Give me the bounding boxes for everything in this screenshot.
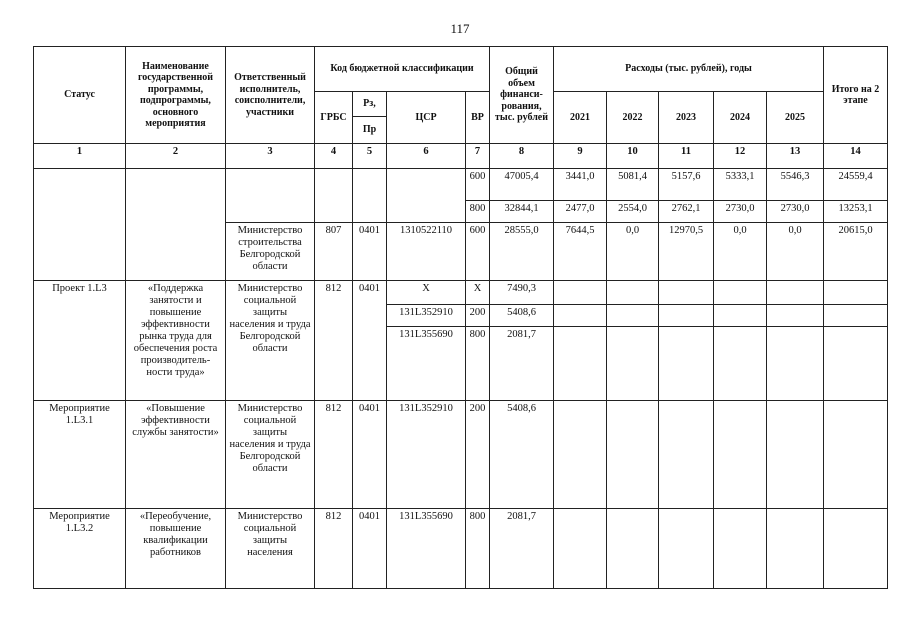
year-2024-cell	[714, 281, 767, 305]
itog-cell	[824, 509, 888, 589]
header-status: Статус	[34, 47, 126, 144]
header-executor: Ответственный исполнитель, соисполнители, участники	[226, 47, 315, 144]
year-2021-cell	[554, 305, 607, 327]
itog-cell: 13253,1	[824, 201, 888, 223]
vr-cell: 200	[466, 305, 490, 327]
total-cell: 5408,6	[490, 401, 554, 509]
csr-cell: 1310522110	[387, 223, 466, 281]
year-2023-cell	[659, 305, 714, 327]
year-2024-cell: 2730,0	[714, 201, 767, 223]
col-index: 1	[34, 144, 126, 169]
csr-cell: 131L352910	[387, 305, 466, 327]
year-2025-cell: 2730,0	[767, 201, 824, 223]
itog-cell	[824, 281, 888, 305]
header-rz: Рз,	[353, 92, 387, 117]
header-year-2024: 2024	[714, 92, 767, 144]
total-cell: 7490,3	[490, 281, 554, 305]
year-2023-cell	[659, 509, 714, 589]
grbs-cell	[315, 169, 353, 223]
year-2025-cell	[767, 281, 824, 305]
grbs-cell: 812	[315, 401, 353, 509]
name-cell: «Переобучение, повышение квалификации работников	[126, 509, 226, 589]
grbs-cell: 812	[315, 509, 353, 589]
executor-cell	[226, 169, 315, 223]
total-cell: 2081,7	[490, 509, 554, 589]
year-2025-cell	[767, 401, 824, 509]
col-index: 6	[387, 144, 466, 169]
col-index: 14	[824, 144, 888, 169]
header-csr: ЦСР	[387, 92, 466, 144]
itog-cell: 20615,0	[824, 223, 888, 281]
header-name: Наименование государственной программы, подпрограммы, основного мероприятия	[126, 47, 226, 144]
page-number: 117	[450, 21, 470, 36]
year-2021-cell	[554, 327, 607, 401]
year-2021-cell	[554, 509, 607, 589]
rzpr-cell: 0401	[353, 281, 387, 401]
year-2022-cell: 5081,4	[607, 169, 659, 201]
col-index: 11	[659, 144, 714, 169]
vr-cell: 800	[466, 509, 490, 589]
itog-cell: 24559,4	[824, 169, 888, 201]
year-2022-cell: 2554,0	[607, 201, 659, 223]
year-2022-cell: 0,0	[607, 223, 659, 281]
year-2022-cell	[607, 509, 659, 589]
year-2025-cell: 5546,3	[767, 169, 824, 201]
year-2024-cell	[714, 305, 767, 327]
col-index: 5	[353, 144, 387, 169]
grbs-cell: 812	[315, 281, 353, 401]
table-row	[34, 281, 888, 305]
total-cell: 32844,1	[490, 201, 554, 223]
table-row	[34, 509, 888, 589]
year-2023-cell	[659, 327, 714, 401]
year-2022-cell	[607, 305, 659, 327]
year-2024-cell	[714, 401, 767, 509]
year-2024-cell	[714, 327, 767, 401]
itog-cell	[824, 401, 888, 509]
vr-cell: 800	[466, 201, 490, 223]
executor-cell: Министерство социальной защиты населения	[226, 509, 315, 589]
col-index: 13	[767, 144, 824, 169]
csr-cell: X	[387, 281, 466, 305]
year-2023-cell: 5157,6	[659, 169, 714, 201]
total-cell: 28555,0	[490, 223, 554, 281]
itog-cell	[824, 327, 888, 401]
year-2021-cell: 3441,0	[554, 169, 607, 201]
header-year-2023: 2023	[659, 92, 714, 144]
rzpr-cell	[353, 169, 387, 223]
year-2023-cell: 12970,5	[659, 223, 714, 281]
col-index: 12	[714, 144, 767, 169]
header-year-2021: 2021	[554, 92, 607, 144]
vr-cell: 600	[466, 223, 490, 281]
name-cell	[126, 169, 226, 281]
vr-cell: 200	[466, 401, 490, 509]
header-grbs: ГРБС	[315, 92, 353, 144]
year-2024-cell: 0,0	[714, 223, 767, 281]
csr-cell	[387, 169, 466, 223]
year-2023-cell	[659, 401, 714, 509]
rzpr-cell: 0401	[353, 509, 387, 589]
itog-cell	[824, 305, 888, 327]
year-2023-cell	[659, 281, 714, 305]
status-cell: Мероприятие 1.L3.1	[34, 401, 126, 509]
year-2022-cell	[607, 327, 659, 401]
total-cell: 47005,4	[490, 169, 554, 201]
status-cell	[34, 169, 126, 281]
col-index: 10	[607, 144, 659, 169]
vr-cell: X	[466, 281, 490, 305]
year-2021-cell	[554, 401, 607, 509]
year-2023-cell: 2762,1	[659, 201, 714, 223]
executor-cell: Министерство строительства Белгородской области	[226, 223, 315, 281]
year-2025-cell	[767, 327, 824, 401]
executor-cell: Министерство социальной защиты населения и труда Белгородской области	[226, 401, 315, 509]
year-2025-cell: 0,0	[767, 223, 824, 281]
executor-cell: Министерство социальной защиты населения и труда Белгородской области	[226, 281, 315, 401]
header-pr: Пр	[353, 117, 387, 144]
rzpr-cell: 0401	[353, 223, 387, 281]
year-2025-cell	[767, 305, 824, 327]
table-row	[34, 169, 888, 201]
header-total: Общий объем финанси-рования, тыс. рублей	[490, 47, 554, 144]
year-2025-cell	[767, 509, 824, 589]
grbs-cell: 807	[315, 223, 353, 281]
total-cell: 5408,6	[490, 305, 554, 327]
header-itog: Итого на 2 этапе	[824, 47, 888, 144]
year-2022-cell	[607, 281, 659, 305]
rzpr-cell: 0401	[353, 401, 387, 509]
header-year-2025: 2025	[767, 92, 824, 144]
year-2021-cell: 2477,0	[554, 201, 607, 223]
csr-cell: 131L355690	[387, 327, 466, 401]
col-index: 4	[315, 144, 353, 169]
budget-table	[33, 46, 888, 589]
col-index: 2	[126, 144, 226, 169]
csr-cell: 131L352910	[387, 401, 466, 509]
year-2021-cell: 7644,5	[554, 223, 607, 281]
col-index: 7	[466, 144, 490, 169]
total-cell: 2081,7	[490, 327, 554, 401]
table-row	[34, 401, 888, 509]
status-cell: Мероприятие 1.L3.2	[34, 509, 126, 589]
name-cell: «Поддержка занятости и повышение эффективности рынка труда для обеспечения роста производитель-ности труда»	[126, 281, 226, 401]
column-index-row	[34, 144, 888, 169]
csr-cell: 131L355690	[387, 509, 466, 589]
header-vr: ВР	[466, 92, 490, 144]
year-2022-cell	[607, 401, 659, 509]
col-index: 8	[490, 144, 554, 169]
year-2024-cell: 5333,1	[714, 169, 767, 201]
year-2024-cell	[714, 509, 767, 589]
header-year-2022: 2022	[607, 92, 659, 144]
vr-cell: 800	[466, 327, 490, 401]
header-expenses: Расходы (тыс. рублей), годы	[554, 47, 824, 92]
status-cell: Проект 1.L3	[34, 281, 126, 401]
col-index: 9	[554, 144, 607, 169]
name-cell: «Повышение эффективности службы занятости»	[126, 401, 226, 509]
col-index: 3	[226, 144, 315, 169]
header-budget-code: Код бюджетной классификации	[315, 47, 490, 92]
year-2021-cell	[554, 281, 607, 305]
vr-cell: 600	[466, 169, 490, 201]
